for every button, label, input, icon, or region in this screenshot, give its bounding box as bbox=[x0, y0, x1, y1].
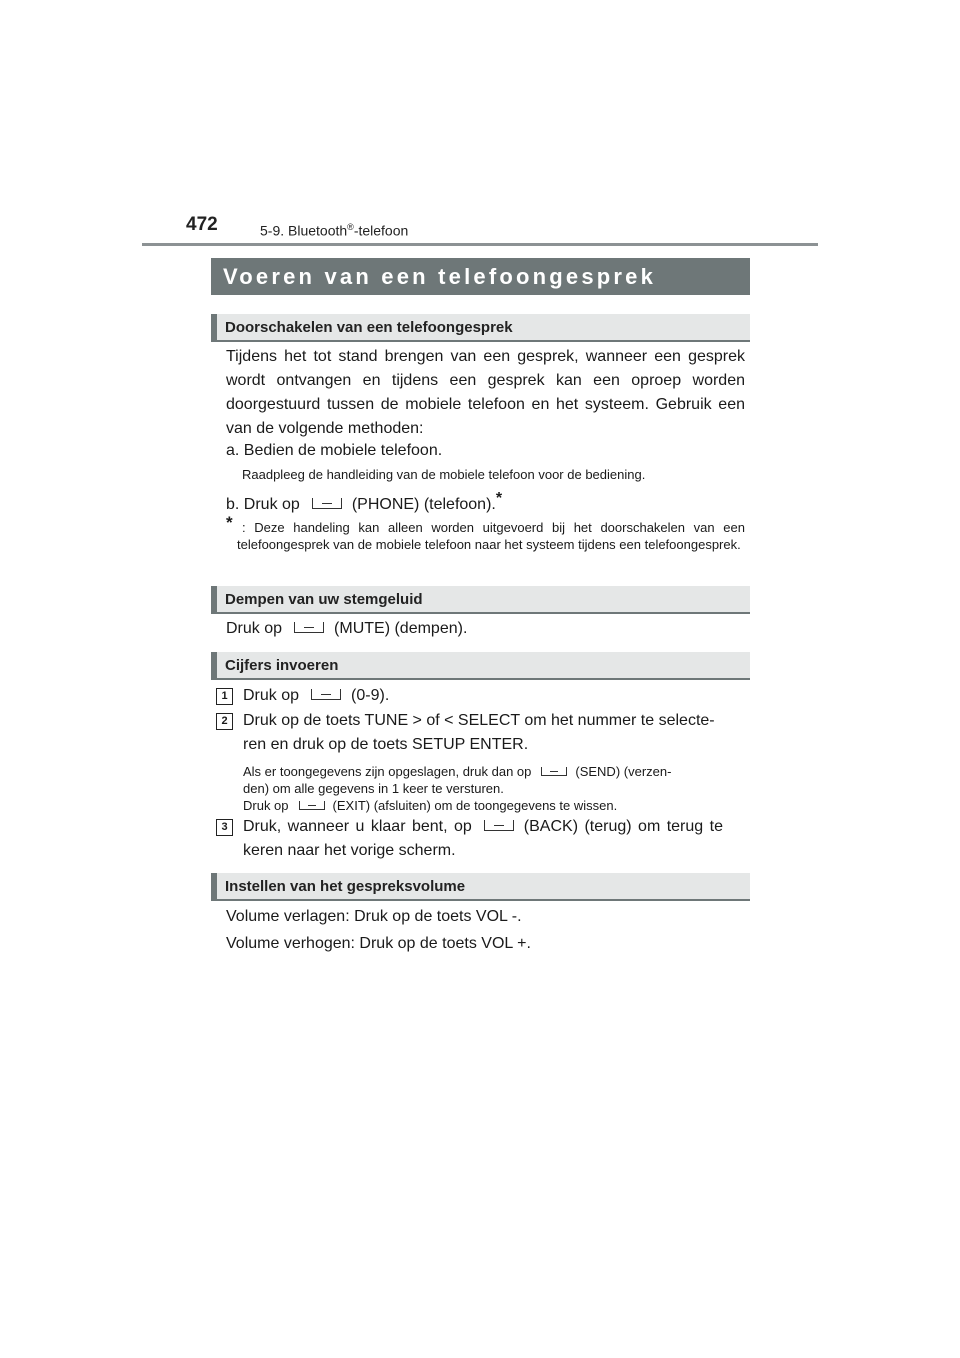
step-2-note-2: Druk op (EXIT) (afsluiten) om de toongegevens te wissen. bbox=[243, 798, 618, 813]
option-a-note: Raadpleeg de handleiding van de mobiele telefoon voor de bediening. bbox=[242, 467, 646, 482]
step-3-line-2: keren naar het vorige scherm. bbox=[243, 842, 456, 859]
switch-intro: Tijdens het tot stand brengen van een gesprek, wanneer een gesprek wordt ontvangen en tijdens een gesprek kan een oproep worden doorgestuurd tussen de mobiele telefoon en het systeem. Gebruik een van de volgende methoden: bbox=[226, 348, 745, 437]
heading-digits: Cijfers invoeren bbox=[211, 652, 750, 680]
step-3-badge: 3 bbox=[216, 819, 233, 836]
phone-button-icon bbox=[312, 498, 342, 509]
mute-button-icon bbox=[294, 622, 324, 633]
step-1-badge: 1 bbox=[216, 688, 233, 705]
option-a: a. Bedien de mobiele telefoon. bbox=[226, 442, 443, 459]
option-b: b. Druk op (PHONE) (telefoon).* bbox=[226, 490, 503, 513]
heading-switch-call: Doorschakelen van een telefoongesprek bbox=[211, 314, 750, 342]
step-1-text: Druk op (0-9). bbox=[243, 687, 390, 704]
heading-volume: Instellen van het gespreksvolume bbox=[211, 873, 750, 901]
step-3-line-1: Druk, wanneer u klaar bent, op (BACK) (terug) om terug te bbox=[243, 818, 723, 835]
chapter-title: 5-9. Bluetooth®-telefoon bbox=[260, 222, 409, 239]
digit-button-icon bbox=[311, 689, 341, 700]
mute-instruction: Druk op (MUTE) (dempen). bbox=[226, 620, 468, 637]
step-2-line-1: Druk op de toets TUNE > of < SELECT om het nummer te selecte- bbox=[243, 712, 715, 729]
volume-down: Volume verlagen: Druk op de toets VOL -. bbox=[226, 908, 522, 925]
step-2-line-2: ren en druk op de toets SETUP ENTER. bbox=[243, 736, 529, 753]
footnote-text: : Deze handeling kan alleen worden uitgevoerd bij het doorschakelen van een telefoongesprek van de mobiele telefoon naar het systeem tijdens een telefoongesprek. bbox=[237, 520, 745, 552]
heading-mute: Dempen van uw stemgeluid bbox=[211, 586, 750, 614]
section-title: Voeren van een telefoongesprek bbox=[211, 258, 750, 295]
exit-button-icon bbox=[299, 801, 325, 810]
back-button-icon bbox=[484, 820, 514, 831]
footnote-star: * bbox=[226, 513, 233, 532]
footnote-marker: * bbox=[495, 490, 503, 507]
volume-up: Volume verhogen: Druk op de toets VOL +. bbox=[226, 935, 531, 952]
step-2-note-1: Als er toongegevens zijn opgeslagen, druk dan op (SEND) (verzen- bbox=[243, 764, 672, 779]
step-2-badge: 2 bbox=[216, 713, 233, 730]
send-button-icon bbox=[541, 767, 567, 776]
page-number: 472 bbox=[186, 214, 218, 235]
step-2-note-1-cont: den) om alle gegevens in 1 keer te versturen. bbox=[243, 781, 504, 796]
header-divider bbox=[142, 243, 818, 246]
